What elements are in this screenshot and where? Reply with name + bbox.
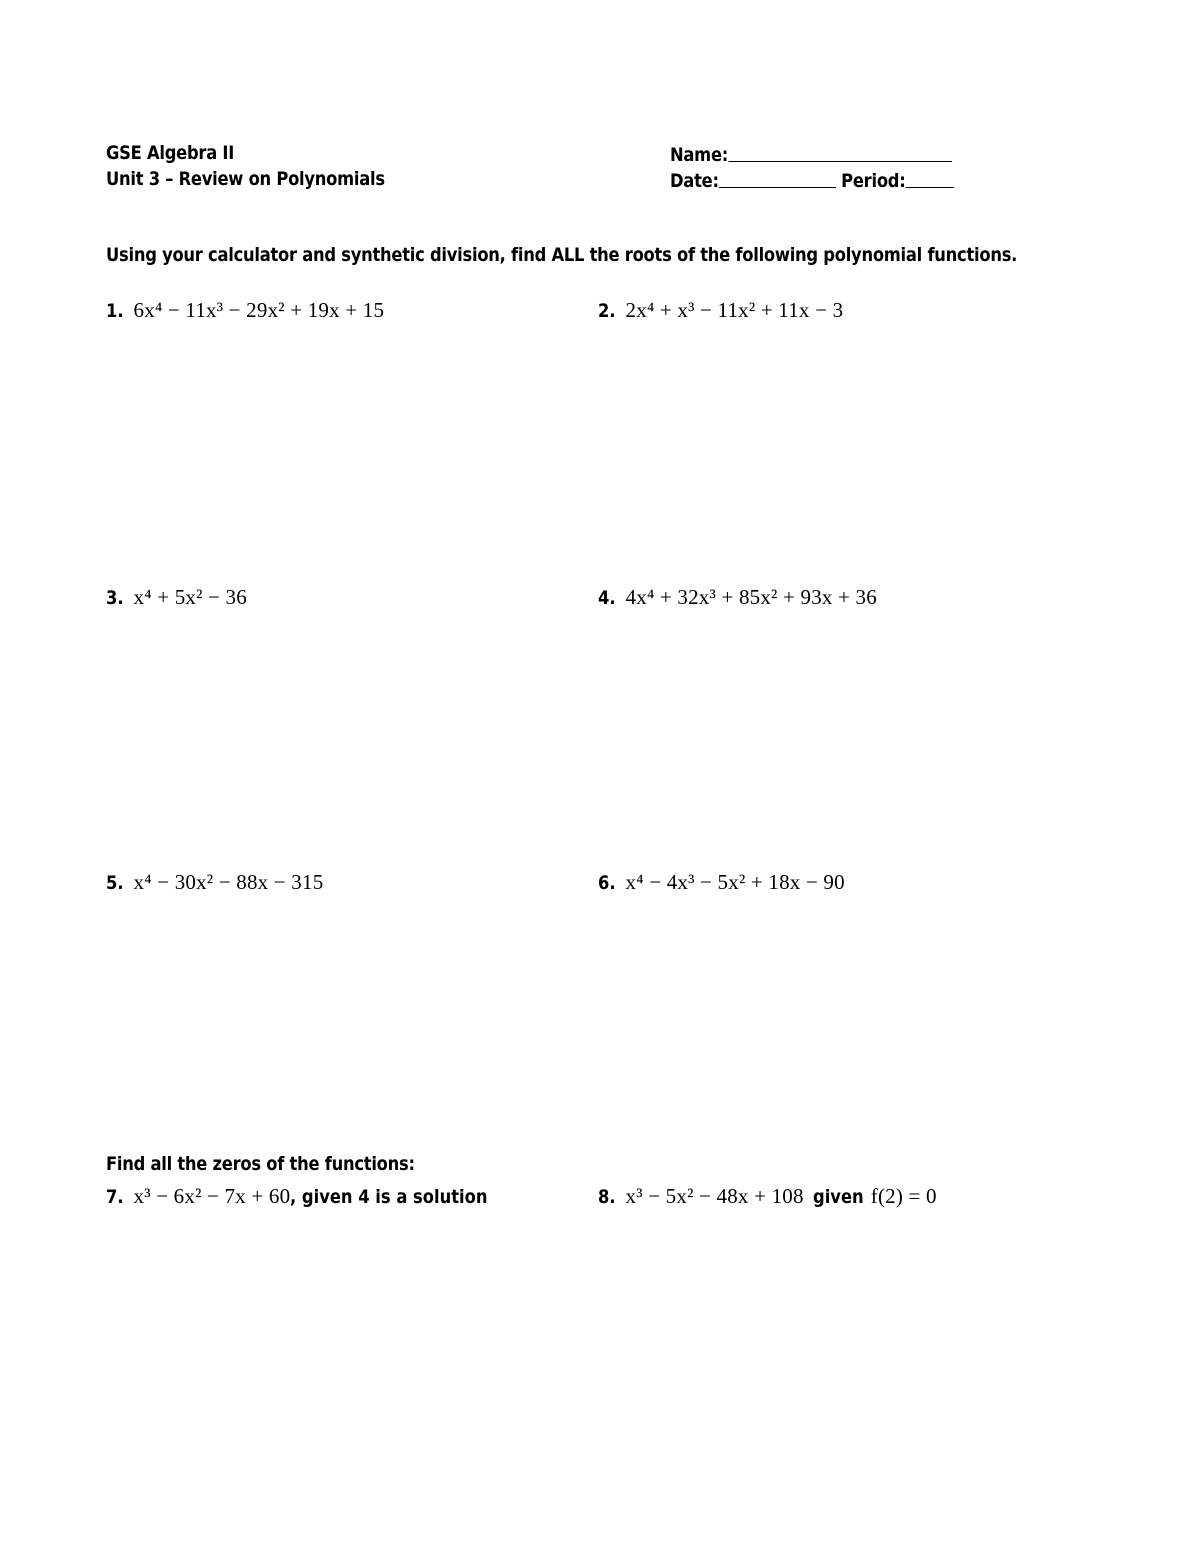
course-title: GSE Algebra II [106,142,235,164]
section2-heading: Find all the zeros of the functions: [106,1153,415,1175]
date-blank [719,171,836,188]
problem-condition: , given 4 is a solution [290,1186,488,1208]
name-label: Name: [670,144,729,166]
problem-number: 2. [598,300,616,322]
problem-expression: 6x⁴ − 11x³ − 29x² + 19x + 15 [133,298,385,322]
problem-6 [598,872,845,893]
problem-expression: x³ − 6x² − 7x + 60 [133,1184,291,1208]
period-label: Period: [841,170,906,192]
unit-title: Unit 3 – Review on Polynomials [106,168,385,190]
name-blank [728,145,952,162]
problem-2 [598,300,843,321]
problem-expression: x³ − 5x² − 48x + 108 [625,1184,804,1208]
problem-number: 4. [598,587,616,609]
date-period-field [670,170,954,191]
problem-1 [106,300,384,321]
problem-number: 5. [106,872,124,894]
instructions: Using your calculator and synthetic division, find ALL the roots of the following polynomial functions. [106,244,1018,266]
problem-expression: x⁴ − 30x² − 88x − 315 [133,870,324,894]
problem-expression: x⁴ − 4x³ − 5x² + 18x − 90 [625,870,845,894]
problem-number: 1. [106,300,124,322]
problem-number: 8. [598,1186,616,1208]
problem-number: 7. [106,1186,124,1208]
problem-7 [106,1186,520,1207]
problem-expression: x⁴ + 5x² − 36 [133,585,247,609]
problem-condition: given [812,1186,864,1208]
problem-4 [598,587,877,608]
problem-5 [106,872,323,893]
problem-number: 6. [598,872,616,894]
problem-3 [106,587,247,608]
name-field [670,144,952,165]
problem-expression: 2x⁴ + x³ − 11x² + 11x − 3 [625,298,844,322]
period-blank [906,171,954,188]
date-label: Date: [670,170,719,192]
problem-number: 3. [106,587,124,609]
problem-8 [598,1186,937,1207]
problem-condition-math: f(2) = 0 [870,1184,937,1208]
problem-expression: 4x⁴ + 32x³ + 85x² + 93x + 36 [625,585,877,609]
